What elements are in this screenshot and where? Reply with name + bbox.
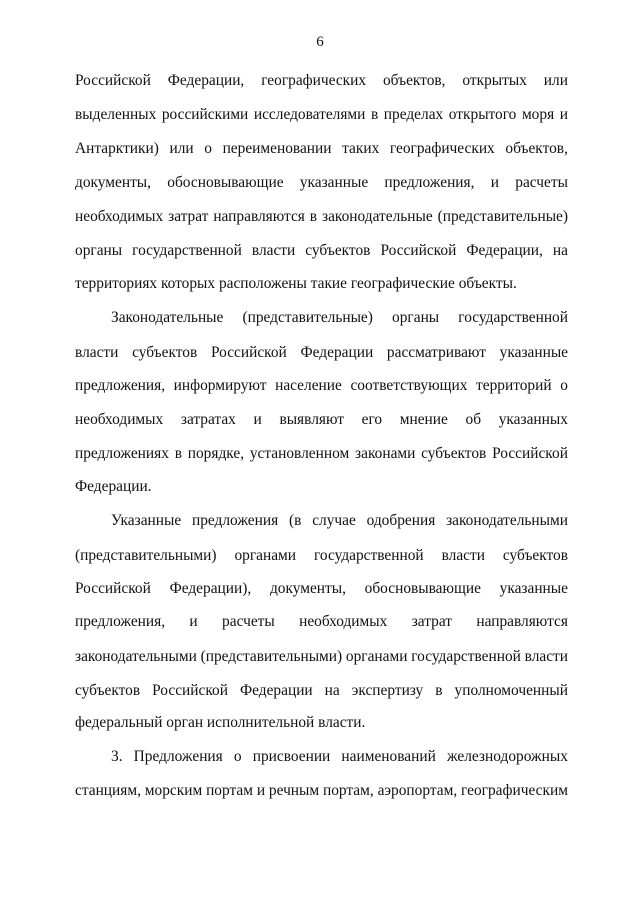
- word: о: [204, 140, 212, 157]
- word: Законодательные: [111, 309, 224, 326]
- word: затратах: [180, 411, 236, 428]
- word: выявляют: [279, 411, 344, 428]
- word: Российской: [75, 72, 151, 89]
- word: наименований: [341, 748, 436, 765]
- word: затрат: [411, 613, 452, 630]
- word: власти: [251, 242, 296, 259]
- word: указанные: [299, 174, 369, 191]
- word: географических: [261, 72, 367, 89]
- word: Антарктики): [75, 140, 159, 157]
- word: аэропортам,: [377, 782, 458, 799]
- text-line: [75, 375, 568, 409]
- word: законодательными: [75, 648, 197, 665]
- text-line: [75, 70, 568, 104]
- word: Федерации,: [167, 72, 245, 89]
- word: об: [465, 411, 482, 428]
- word: федеральный орган исполнительной власти.: [75, 714, 366, 731]
- word: Федерации,: [466, 242, 543, 259]
- text-line: [75, 578, 568, 612]
- word: географическим: [461, 782, 568, 799]
- word: законодательными: [446, 512, 568, 529]
- text-line: [75, 646, 568, 680]
- word: власти: [441, 547, 485, 564]
- word: на: [552, 242, 568, 259]
- word: Указанные: [111, 512, 182, 529]
- word: исследователями: [253, 106, 366, 123]
- word: (представительными): [75, 547, 217, 564]
- word: Российской: [492, 445, 568, 462]
- text-line: [75, 680, 568, 714]
- word: о: [560, 377, 568, 394]
- word: рассматривают: [386, 344, 486, 361]
- word: Российской: [75, 580, 151, 597]
- word: власти: [524, 648, 568, 665]
- word: органами: [234, 547, 297, 564]
- word: случае: [312, 512, 356, 529]
- text-line: [75, 138, 568, 172]
- word: и: [256, 782, 266, 799]
- text-line: [75, 273, 568, 307]
- word: уполномоченный: [454, 682, 568, 699]
- word: Российской: [210, 344, 287, 361]
- text-line: [75, 780, 568, 814]
- word: направляются: [213, 208, 305, 225]
- word: морским: [144, 782, 203, 799]
- word: открытого: [448, 106, 517, 123]
- word: обосновывающие: [364, 580, 481, 597]
- text-line: [75, 510, 568, 544]
- word: таких: [342, 140, 380, 157]
- word: железнодорожных: [446, 748, 568, 765]
- word: предложения,: [75, 377, 166, 394]
- word: необходимых: [299, 613, 388, 630]
- word: власти: [75, 344, 119, 361]
- word: моря: [521, 106, 555, 123]
- word: переименовании: [222, 140, 332, 157]
- word: о: [233, 748, 242, 765]
- word: Федерации),: [169, 580, 252, 597]
- word: документы,: [269, 580, 346, 597]
- word: (представительные): [242, 309, 373, 326]
- text-line: [75, 611, 568, 645]
- word: его: [361, 411, 383, 428]
- word: Российской: [152, 682, 228, 699]
- word: расчеты: [222, 613, 275, 630]
- word: присвоении: [252, 748, 331, 765]
- word: экспертизу: [351, 682, 424, 699]
- word: расчеты: [515, 174, 568, 191]
- text-line: [75, 307, 568, 341]
- word: (в: [288, 512, 302, 529]
- word: субъектов: [305, 242, 371, 259]
- word: и: [490, 174, 499, 191]
- text-line: [75, 172, 568, 206]
- text-line: [75, 240, 568, 274]
- word: субъектов: [75, 682, 141, 699]
- word: направляются: [476, 613, 568, 630]
- word: субъектов: [132, 344, 198, 361]
- word: или: [169, 140, 194, 157]
- text-line: [75, 104, 568, 138]
- word: предложения,: [384, 174, 475, 191]
- text-line: [75, 545, 568, 579]
- word: затрат: [168, 208, 209, 225]
- word: пределах: [383, 106, 444, 123]
- word: российскими: [161, 106, 249, 123]
- text-line: [75, 206, 568, 240]
- word: население: [275, 377, 342, 394]
- word: необходимых: [75, 208, 164, 225]
- text-line: [75, 409, 568, 443]
- word: и: [559, 106, 568, 123]
- word: установленном: [249, 445, 350, 462]
- word: объектов,: [382, 72, 446, 89]
- word: Предложения: [133, 748, 223, 765]
- word: субъектов: [421, 445, 487, 462]
- word: субъектов: [502, 547, 568, 564]
- text-line: [75, 342, 568, 376]
- word: предложения,: [75, 613, 166, 630]
- word: открытых: [462, 72, 527, 89]
- word: документы,: [75, 174, 151, 191]
- word: органами: [345, 648, 408, 665]
- word: на: [324, 682, 340, 699]
- word: государственной: [411, 648, 521, 665]
- word: указанные: [499, 580, 568, 597]
- word: территорий: [476, 377, 552, 394]
- text-line: [75, 712, 568, 746]
- word: органы: [75, 242, 123, 259]
- word: порядке,: [187, 445, 245, 462]
- word: портам,: [322, 782, 374, 799]
- word: предложения: [191, 512, 279, 529]
- word: государственной: [132, 242, 242, 259]
- word: портам: [206, 782, 253, 799]
- text-line: [75, 476, 568, 510]
- word: указанных: [498, 411, 568, 428]
- word: в: [174, 445, 182, 462]
- text-line: [75, 746, 568, 780]
- word: речным: [268, 782, 320, 799]
- word: одобрения: [366, 512, 436, 529]
- text-line: [75, 443, 568, 477]
- word: законодательные: [321, 208, 433, 225]
- word: в: [370, 106, 379, 123]
- word: географических: [389, 140, 495, 157]
- word: в: [435, 682, 443, 699]
- word: (представительные): [437, 208, 568, 225]
- word: станциям,: [75, 782, 141, 799]
- word: в: [309, 208, 318, 225]
- word: Российской: [380, 242, 457, 259]
- word: указанные: [499, 344, 568, 361]
- word: необходимых: [75, 411, 164, 428]
- word: мнение: [399, 411, 448, 428]
- word: территориях которых расположены такие географические объекты.: [75, 275, 517, 292]
- page-number: 6: [316, 34, 324, 50]
- word: и: [253, 411, 262, 428]
- word: Федерации.: [75, 478, 152, 495]
- word: Федерации: [239, 682, 313, 699]
- word: органы: [392, 309, 440, 326]
- word: законами: [355, 445, 416, 462]
- word: и: [189, 613, 198, 630]
- word: государственной: [313, 547, 424, 564]
- word: 3.: [111, 748, 123, 765]
- word: государственной: [458, 309, 568, 326]
- word: Федерации: [300, 344, 374, 361]
- word: выделенных: [75, 106, 157, 123]
- word: (представительными): [200, 648, 343, 665]
- word: объектов,: [505, 140, 568, 157]
- word: обосновывающие: [167, 174, 284, 191]
- word: или: [543, 72, 568, 89]
- word: предложениях: [75, 445, 169, 462]
- word: соответствующих: [350, 377, 468, 394]
- word: информируют: [173, 377, 267, 394]
